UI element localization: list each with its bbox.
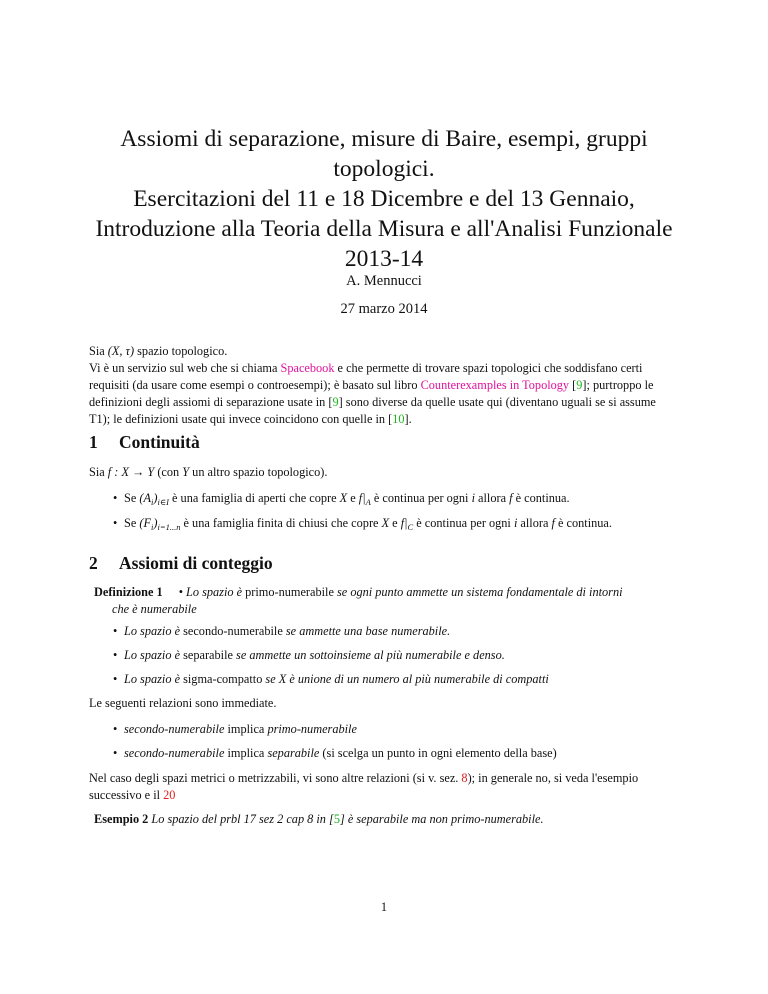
list-item: • Lo spazio è separabile se ammette un sottoinsieme al più numerabile e denso. — [113, 648, 505, 662]
definition-label: Definizione 1 — [94, 585, 163, 599]
page-number: 1 — [380, 900, 388, 914]
title-line: Introduzione alla Teoria della Misura e all'Analisi Funzionale — [95, 216, 673, 242]
title-line: Assiomi di separazione, misure di Baire, esempi, gruppi — [120, 126, 648, 152]
section-heading: 2 Assiomi di conteggio — [89, 553, 273, 573]
title-line: Esercitazioni del 11 e 18 Dicembre e del 13 Gennaio, — [133, 186, 635, 212]
list-item: • secondo-numerabile implica separabile (si scelga un punto in ogni elemento della base) — [113, 746, 557, 760]
metric-paragraph: Nel caso degli spazi metrici o metrizzabili, vi sono altre relazioni (si v. sez. 8); in generale no, si veda l'esempio successivo e il 20 — [89, 771, 639, 802]
relations-lead: Le seguenti relazioni sono immediate. — [89, 696, 277, 710]
date: 27 marzo 2014 — [340, 301, 428, 317]
example-label: Esempio 2 — [94, 812, 149, 826]
citation-link[interactable]: 9 — [332, 395, 339, 409]
list-item: • secondo-numerabile implica primo-numerabile — [113, 722, 357, 736]
citation-link[interactable]: 9 — [576, 378, 583, 392]
section-heading: 1 Continuità — [89, 432, 200, 452]
citation-link[interactable]: 5 — [333, 812, 340, 826]
section-ref-link[interactable]: 8 — [461, 771, 468, 785]
list-item: • Se $(A_i)_{i\in I}$ è una famiglia di aperti che copre X e $f|_A$ è continua per ogni i allora f è continua. — [113, 491, 570, 507]
document-title — [90, 124, 678, 274]
title-line: 2013-14 — [344, 246, 424, 272]
example-ref-link[interactable]: 20 — [163, 788, 176, 802]
intro-paragraph: Sia (X, τ) spazio topologico. Vi è un servizio sul web che si chiama Spacebook e che permette di trovare spazi topologici che soddisfano certi requisiti (da usare come esempi o controesempi); è basato sul libro Counterexamples in Topology [9]; purtroppo le definizioni degli assiomi di separazione usate in [9] sono diverse da quelle usate qui (diventano uguali se si assume T1); le definizioni usate qui invece coincidono con quelle in [10]. — [89, 344, 656, 426]
list-item: • Lo spazio è sigma-compatto se X è unione di un numero al più numerabile di compatti — [113, 672, 549, 686]
citation-link[interactable]: 10 — [392, 412, 405, 426]
example-block: Esempio 2 Lo spazio del prbl 17 sez 2 cap 8 in [5] è separabile ma non primo-numerabile. — [94, 812, 544, 826]
author: A. Mennucci — [346, 273, 422, 289]
definition-block: Definizione 1 • Lo spazio è primo-numerabile se ogni punto ammette un sistema fondamentale di intorni che è numerabile — [94, 585, 623, 616]
list-item: • Se $(F_i)_{i=1...n}$ è una famiglia finita di chiusi che copre X e $f|_C$ è continua per ogni i allora f è continua. — [113, 516, 612, 532]
spacebook-link[interactable]: Spacebook — [280, 361, 335, 375]
counterexamples-link[interactable]: Counterexamples in Topology — [420, 378, 570, 392]
title-line: topologici. — [333, 156, 435, 182]
list-item: • Lo spazio è secondo-numerabile se ammette una base numerabile. — [113, 624, 451, 638]
section1-lead: Sia f : X → Y (con Y un altro spazio topologico). — [89, 465, 328, 479]
